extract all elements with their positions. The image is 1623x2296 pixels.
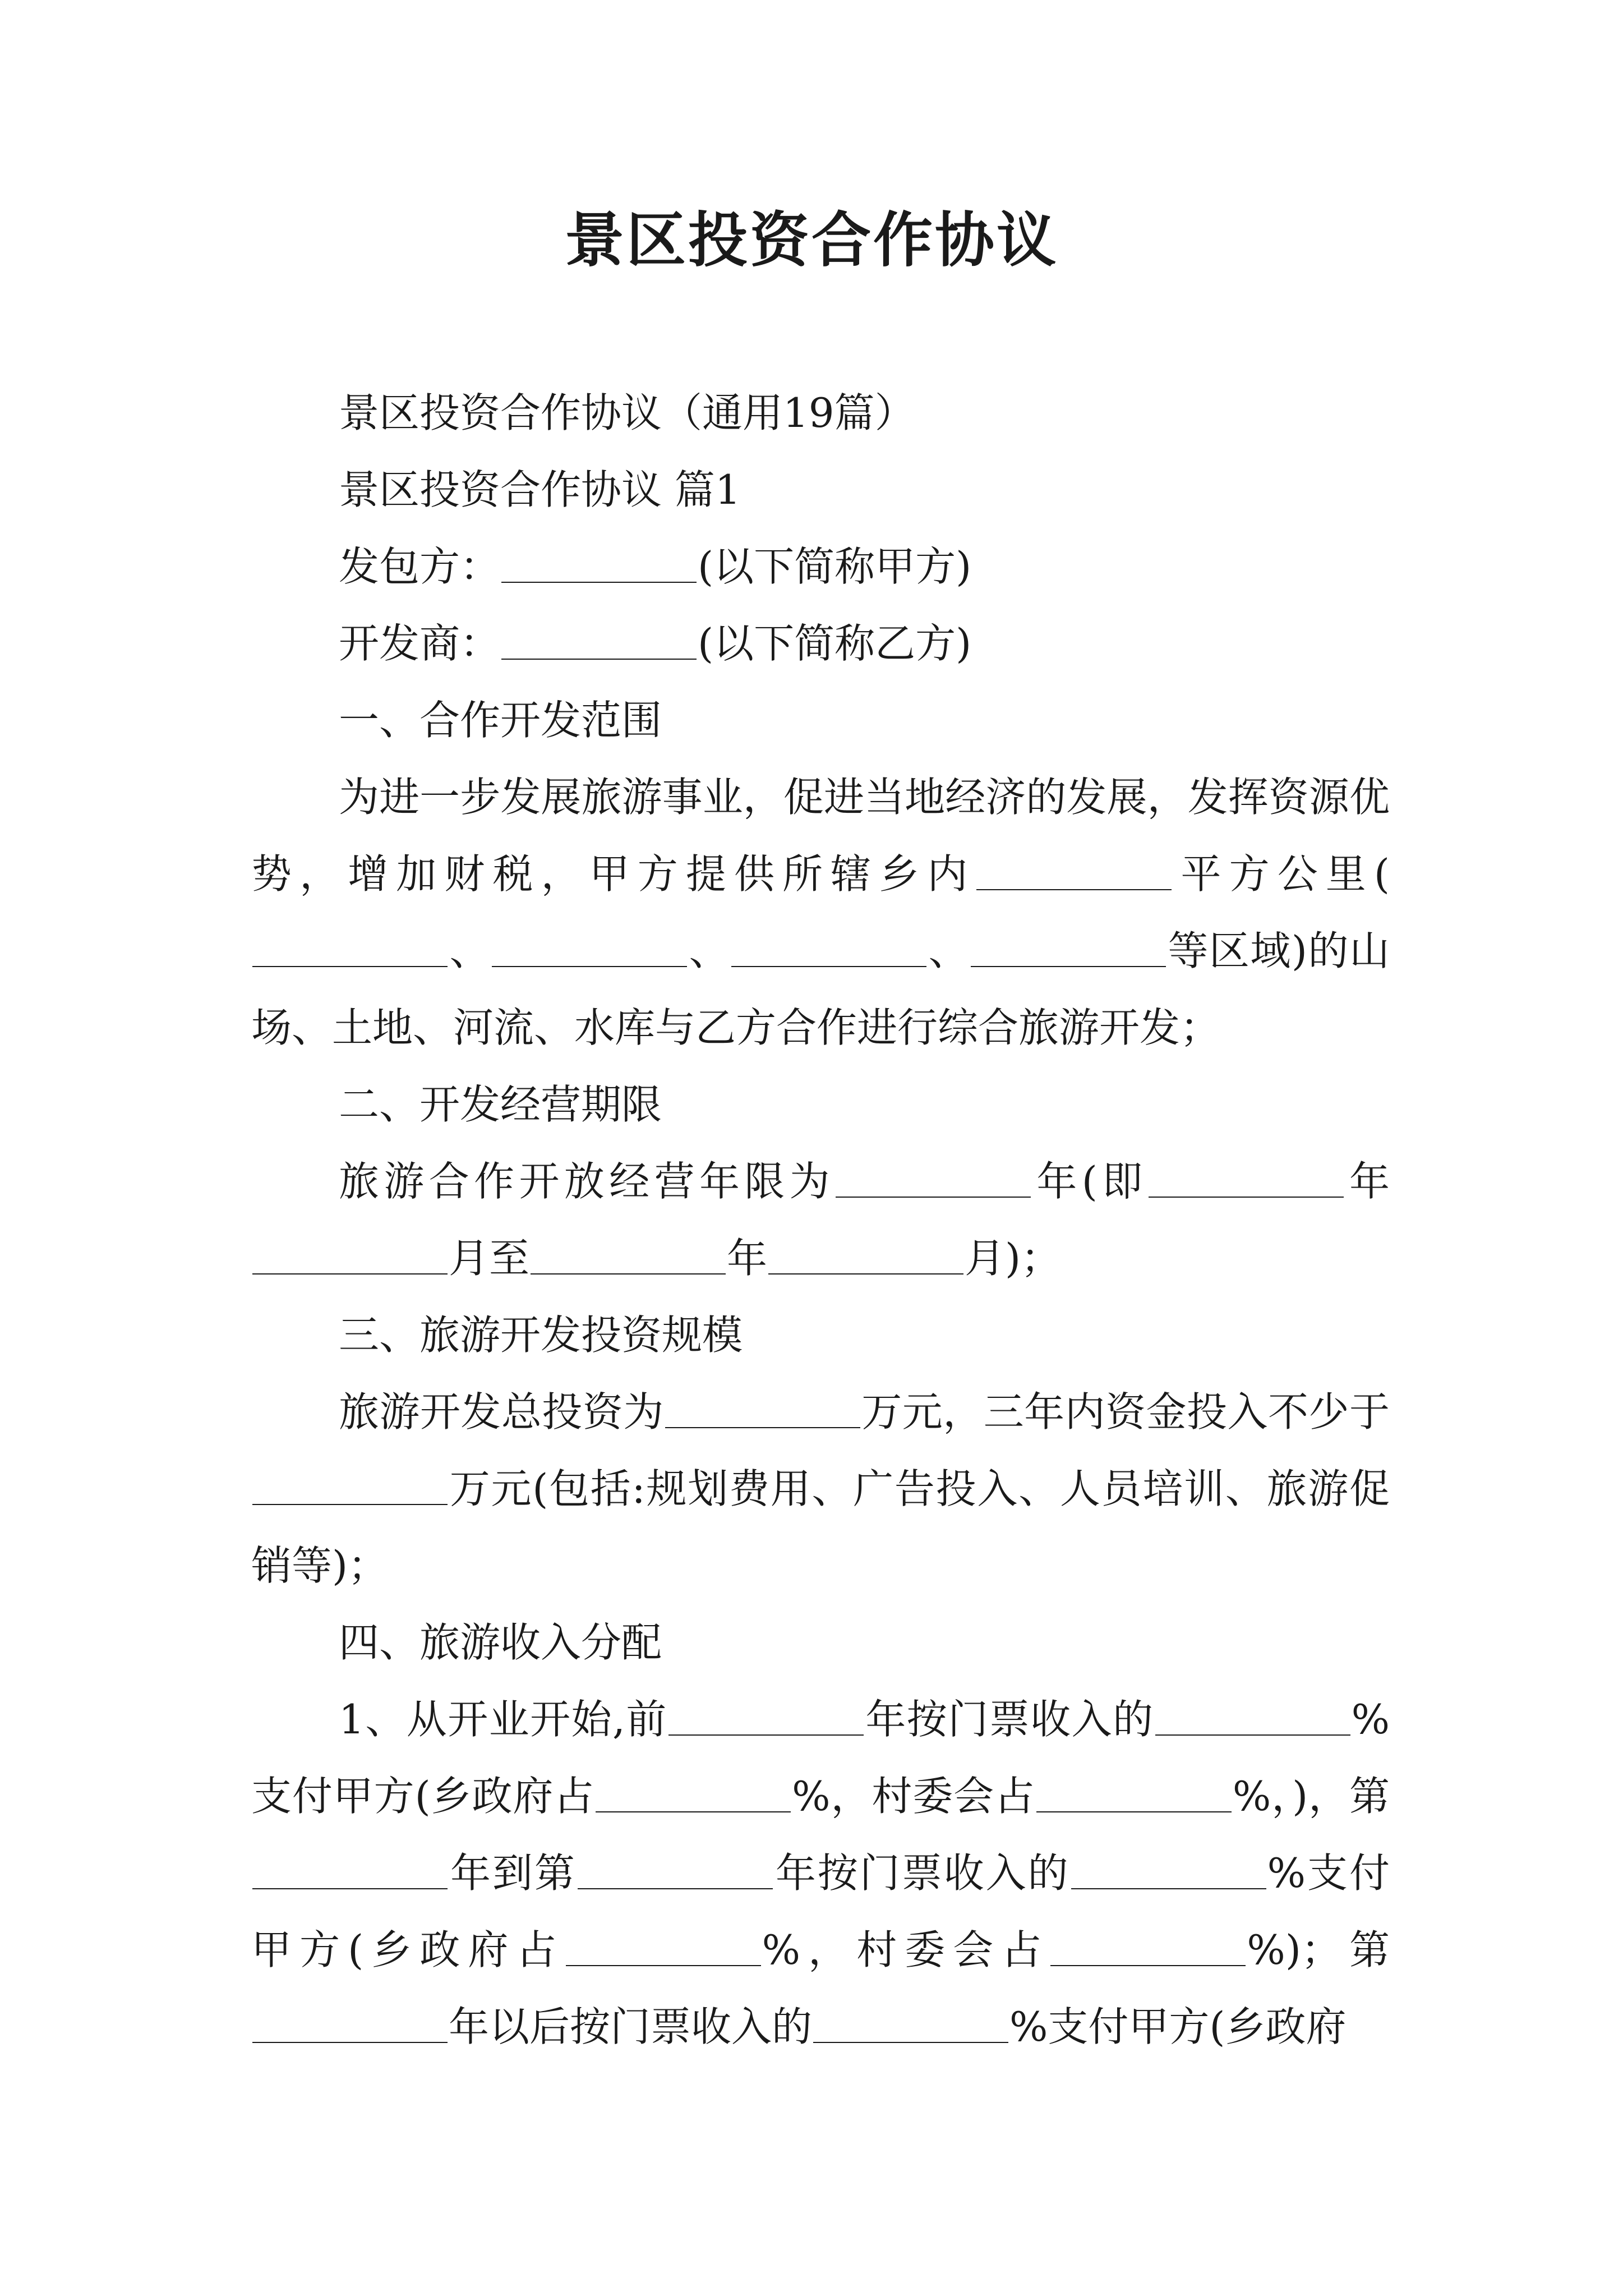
paragraph-text: 年到第 <box>449 1849 577 1897</box>
paragraph <box>251 682 1390 759</box>
paragraph-text: 、 <box>449 927 491 974</box>
paragraph <box>251 1604 1390 1681</box>
fill-in-blank <box>501 543 697 582</box>
paragraph-text: 景区投资合作协议 篇1 <box>339 466 741 513</box>
fill-in-blank <box>1155 1696 1350 1735</box>
paragraph-text: 月)； <box>965 1235 1062 1282</box>
fill-in-blank <box>731 927 926 967</box>
fill-in-blank <box>531 1235 726 1274</box>
fill-in-blank <box>252 1465 448 1504</box>
paragraph <box>251 1143 1390 1297</box>
document-title: 景区投资合作协议 <box>565 205 1058 275</box>
paragraph-text: %支付甲方(乡政府占 <box>251 1696 1390 1820</box>
paragraph-text: 旅游开发总投资为 <box>339 1388 664 1435</box>
paragraph-text: 年 <box>727 1235 768 1282</box>
fill-in-blank <box>1036 1773 1232 1812</box>
paragraph-text: 年(即 <box>1032 1158 1147 1205</box>
paragraph-text: 平方公里( <box>1173 850 1390 898</box>
paragraph <box>251 1681 1390 2065</box>
paragraph-text: 一、合作开发范围 <box>339 697 662 744</box>
fill-in-blank <box>596 1773 791 1812</box>
paragraph-text: 三、旅游开发投资规模 <box>339 1312 743 1359</box>
paragraph-text: 景区投资合作协议（通用19篇） <box>339 389 915 436</box>
fill-in-blank <box>252 2003 448 2042</box>
fill-in-blank <box>501 620 697 659</box>
fill-in-blank <box>566 1926 761 1966</box>
paragraph-text: 四、旅游收入分配 <box>339 1619 662 1666</box>
paragraph <box>251 452 1390 528</box>
fill-in-blank <box>252 927 448 967</box>
fill-in-blank <box>1071 1849 1266 1889</box>
document-body <box>251 375 1390 2065</box>
paragraph-text: 二、开发经营期限 <box>339 1081 662 1128</box>
fill-in-blank <box>1149 1158 1344 1197</box>
fill-in-blank <box>492 927 687 967</box>
paragraph-text: (以下简称乙方) <box>698 620 972 667</box>
paragraph-text: %支付甲方(乡政府占 <box>251 1849 1390 1973</box>
paragraph-text: %，村委会占 <box>792 1773 1035 1820</box>
fill-in-blank <box>252 1235 448 1274</box>
paragraph-text: 年按门票收入的 <box>864 1696 1154 1743</box>
paragraph-text: 、 <box>927 927 970 974</box>
fill-in-blank <box>768 1235 963 1274</box>
paragraph <box>251 1297 1390 1374</box>
paragraph <box>251 759 1390 1066</box>
paragraph-text: 月至 <box>449 1235 530 1282</box>
paragraph-text: 年 <box>1344 1158 1390 1205</box>
fill-in-blank <box>836 1158 1031 1197</box>
paragraph-text: %)；第 <box>1247 1926 1390 1973</box>
paragraph <box>251 375 1390 452</box>
paragraph-text: 、 <box>688 927 730 974</box>
paragraph-text: 为进一步发展旅游事业，促进当地经济的发展，发挥资源优势，增加财税，甲方提供所辖乡内 <box>251 774 1390 898</box>
fill-in-blank <box>252 1849 448 1889</box>
paragraph-text: 年按门票收入的 <box>773 1849 1070 1897</box>
paragraph-text: 开发商： <box>339 620 501 667</box>
paragraph-text: 万元，三年内资金投入不少于 <box>861 1388 1390 1435</box>
fill-in-blank <box>578 1849 773 1889</box>
fill-in-blank <box>665 1388 860 1428</box>
paragraph-text: %，村委会占 <box>762 1926 1050 1973</box>
fill-in-blank <box>1050 1926 1246 1966</box>
fill-in-blank <box>668 1696 864 1735</box>
fill-in-blank <box>813 2003 1008 2042</box>
paragraph-text: %，)，第 <box>1232 1773 1390 1820</box>
paragraph-text: 等区域)的山场、土地、河流、水库与乙方合作进行综合旅游开发； <box>251 927 1390 1051</box>
paragraph <box>251 528 1390 605</box>
paragraph-text: 旅游合作开放经营年限为 <box>339 1158 835 1205</box>
paragraph <box>251 1374 1390 1604</box>
fill-in-blank <box>971 927 1166 967</box>
paragraph-text: %支付甲方(乡政府 <box>1009 2003 1347 2050</box>
paragraph-text: (以下简称甲方) <box>698 543 972 590</box>
paragraph-text: 万元(包括:规划费用、广告投入、人员培训、旅游促销等)； <box>251 1465 1390 1589</box>
paragraph-text: 发包方： <box>339 543 501 590</box>
paragraph <box>251 1066 1390 1143</box>
paragraph-text: 年以后按门票收入的 <box>449 2003 813 2050</box>
paragraph <box>251 605 1390 682</box>
fill-in-blank <box>976 850 1172 890</box>
paragraph-text: 1、从开业开始,前 <box>339 1696 667 1743</box>
